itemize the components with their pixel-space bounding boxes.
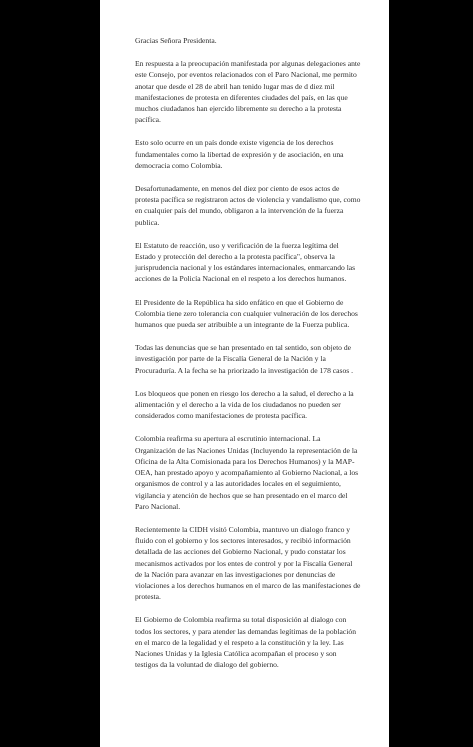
paragraph-8: Colombia reafirma su apertura al escrutinio internacional. La Organización de las Naciones Unidas (Incluyendo la representación de la Oficina de la Alta Comisionada para los Derechos Humanos) y la MAP-OEA, han prestado apoyo y acompañamiento al Gobierno Nacional, a los organismos de control y a las autoridades locales en el seguimiento, vigilancia y atención de hechos que se han presentado en el marco del Paro Nacional. <box>135 434 359 511</box>
paragraph-1: En respuesta a la preocupación manifestada por algunas delegaciones ante este Consejo, por eventos relacionados con el Paro Nacional, me permito anotar que desde el 28 de abril han tenido lugar mas de d diez mil manifestaciones de protesta en diferentes ciudades del país, en las que muchos ciudadanos han ejercido libremente su derecho a la protesta pacífica. <box>135 59 361 125</box>
paragraph-10: El Gobierno de Colombia reafirma su total disposición al dialogo con todos los sectores, y para atender las demandas legítimas de la población en el marco de la legalidad y el respeto a la constitución y la ley. Las Naciones Unidas y la Iglesia Católica acompañan el proceso y son testigos da la voluntad de dialogo del gobierno. <box>135 615 356 670</box>
paragraph-5: El Presidente de la República ha sido enfático en que el Gobierno de Colombia tiene zero tolerancia con cualquier vulneración de los derechos humanos que pueda ser atribuible a un integrante de la Fuerza publica. <box>135 297 358 330</box>
paragraph-9: Recientemente la CIDH visitó Colombia, mantuvo un dialogo franco y fluido con el gobierno y los sectores interesados, y recibió información detallada de las acciones del Gobierno Nacional, y pudo constatar los mecanismos activados por los entes de control y por la Fiscalía General de la Nación para avanzar en las investigaciones por denuncias de violaciones a los derechos humanos en el marco de las manifestaciones de protesta. <box>135 524 361 602</box>
document-page <box>100 0 389 747</box>
paragraph-7: Los bloqueos que ponen en riesgo los derecho a la salud, el derecho a la alimentación y el derecho a la vida de los ciudadanos no pueden ser considerados como manifestaciones de protesta pacífica. <box>135 388 354 421</box>
paragraph-3: Desafortunadamente, en menos del diez por ciento de esos actos de protesta pacífica se registraron actos de violencia y vandalismo que, como en cualquier país del mundo, obligaron a la intervención de la fuerza publica. <box>135 184 361 227</box>
paragraph-6: Todas las denuncias que se han presentado en tal sentido, son objeto de investigación por parte de la Fiscalía General de la Nación y la Procuraduría. A la fecha se ha priorizado la investigación de 178 casos . <box>135 343 354 375</box>
paragraph-2: Esto solo ocurre en un país donde existe vigencia de los derechos fundamentales como la libertad de expresión y de asociación, en una democracia como Colombia. <box>135 138 344 170</box>
greeting-line: Gracias Señora Presidenta. <box>135 36 217 45</box>
paragraph-4: El Estatuto de reacción, uso y verificación de la fuerza legítima del Estado y protección del derecho a la protesta pacífica", observa la jurisprudencia nacional y los estándares internacionales, enmarcando las acciones de la Policía Nacional en el respeto a los derechos humanos. <box>135 240 356 284</box>
